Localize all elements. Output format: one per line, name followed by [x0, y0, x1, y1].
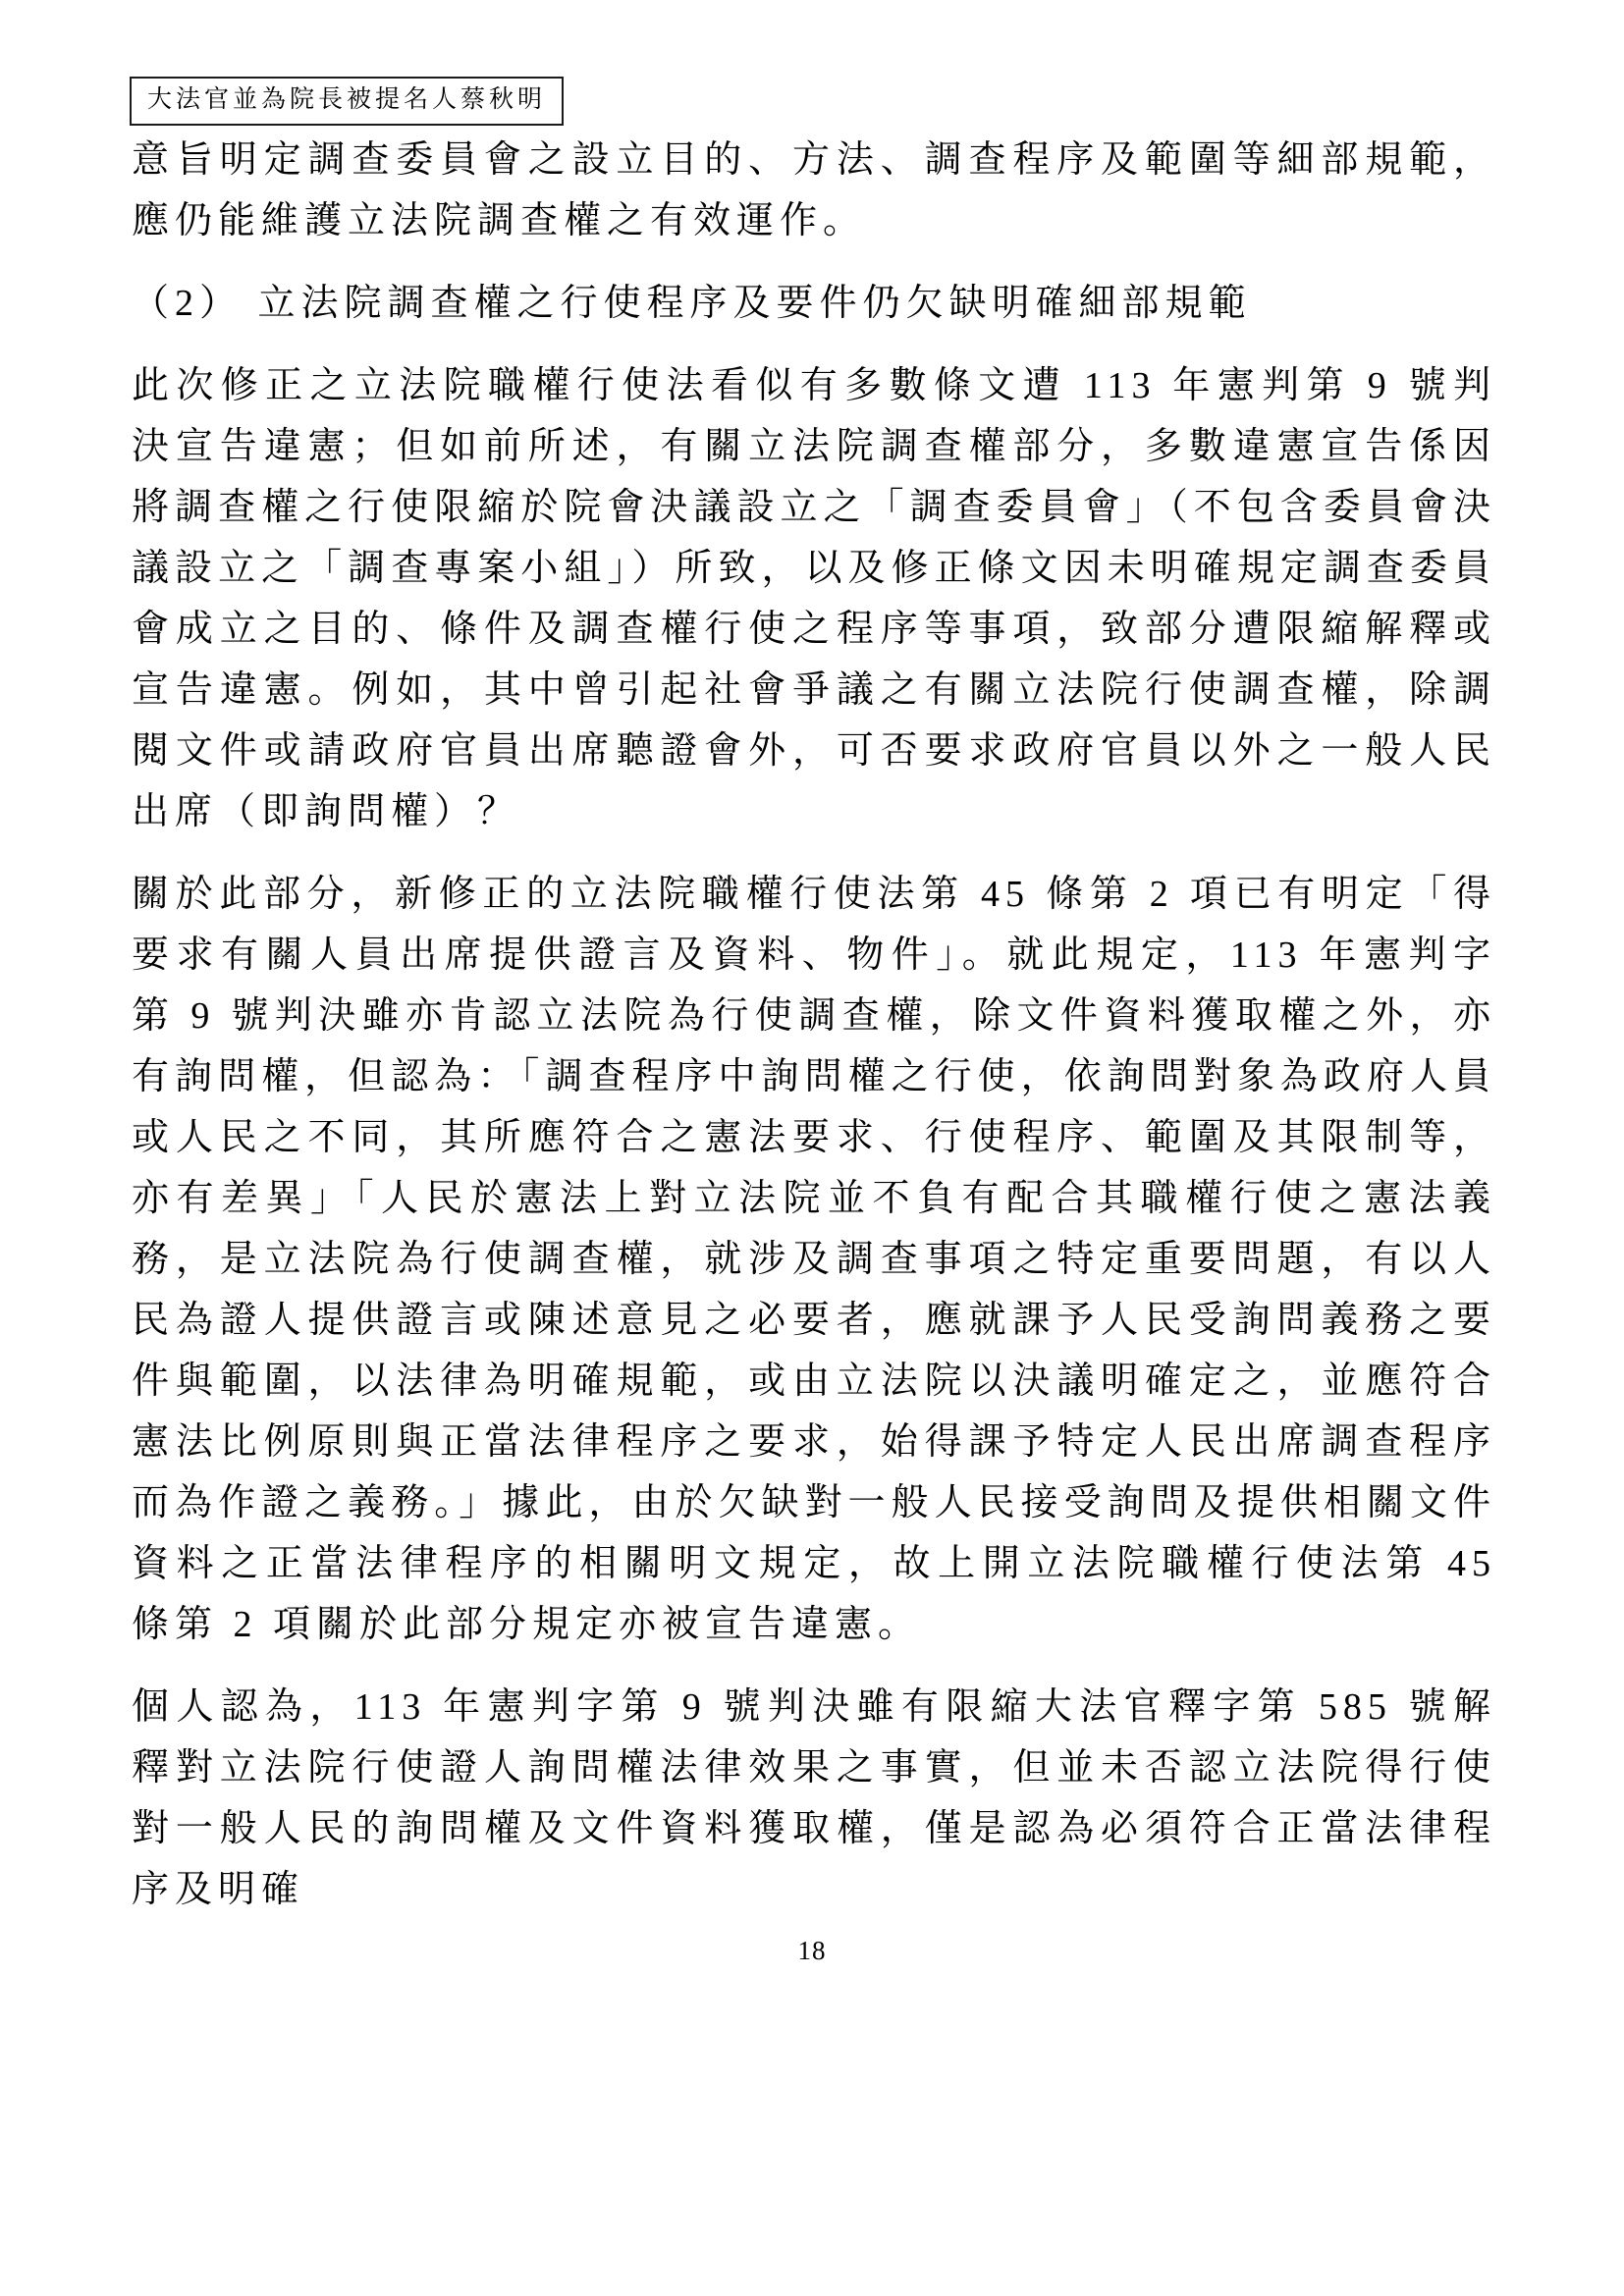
nominee-header-box [130, 77, 564, 126]
body-paragraph-1: 此次修正之立法院職權行使法看似有多數條文遭 113 年憲判第 9 號判決宣告違憲；但如前所述，有關立法院調查權部分，多數違憲宣告係因將調查權之行使限縮於院會決議設立之「調查委員會」（不包含委員會決議設立之「調查專案小組」）所致，以及修正條文因未明確規定調查委員會成立之目的、條件及調查權行使之程序等事項，致部分遭限縮解釋或宣告違憲。例如，其中曾引起社會爭議之有關立法院行使調查權，除調閱文件或請政府官員出席聽證會外，可否要求政府官員以外之一般人民出席（即詢問權）？ [132, 365, 1496, 832]
page-number: 18 [797, 1936, 827, 1965]
nominee-header-label: 大法官並為院長被提名人蔡秋明 [147, 86, 547, 113]
section-heading: （2） 立法院調查權之行使程序及要件仍欠缺明確細部規範 [132, 283, 1252, 324]
body-paragraph-2: 關於此部分，新修正的立法院職權行使法第 45 條第 2 項已有明定「得要求有關人員出席提供證言及資料、物件」。就此規定，113 年憲判字第 9 號判決雖亦肯認立法院為行使調查權，除文件資料獲取權之外，亦有詢問權，但認為：「調查程序中詢問權之行使，依詢問對象為政府人員或人民之不同，其所應符合之憲法要求、行使程序、範圍及其限制等，亦有差異」「人民於憲法上對立法院並不負有配合其職權行使之憲法義務，是立法院為行使調查權，就涉及調查事項之特定重要問題，有以人民為證人提供證言或陳述意見之必要者，應就課予人民受詢問義務之要件與範圍，以法律為明確規範，或由立法院以決議明確定之，並應符合憲法比例原則與正當法律程序之要求，始得課予特定人民出席調查程序而為作證之義務。」據此，由於欠缺對一般人民接受詢問及提供相關文件資料之正當法律程序的相關明文規定，故上開立法院職權行使法第 45 條第 2 項關於此部分規定亦被宣告違憲。 [132, 874, 1496, 1645]
body-paragraph-3: 個人認為，113 年憲判字第 9 號判決雖有限縮大法官釋字第 585 號解釋對立法院行使證人詢問權法律效果之事實，但並未否認立法院得行使對一般人民的詢問權及文件資料獲取權，僅是認為必須符合正當法律程序及明確 [132, 1686, 1496, 1910]
paragraph-continuation: 意旨明定調查委員會之設立目的、方法、調查程序及範圍等細部規範，應仍能維護立法院調查權之有效運作。 [132, 139, 1496, 241]
document-body [132, 130, 1496, 1942]
